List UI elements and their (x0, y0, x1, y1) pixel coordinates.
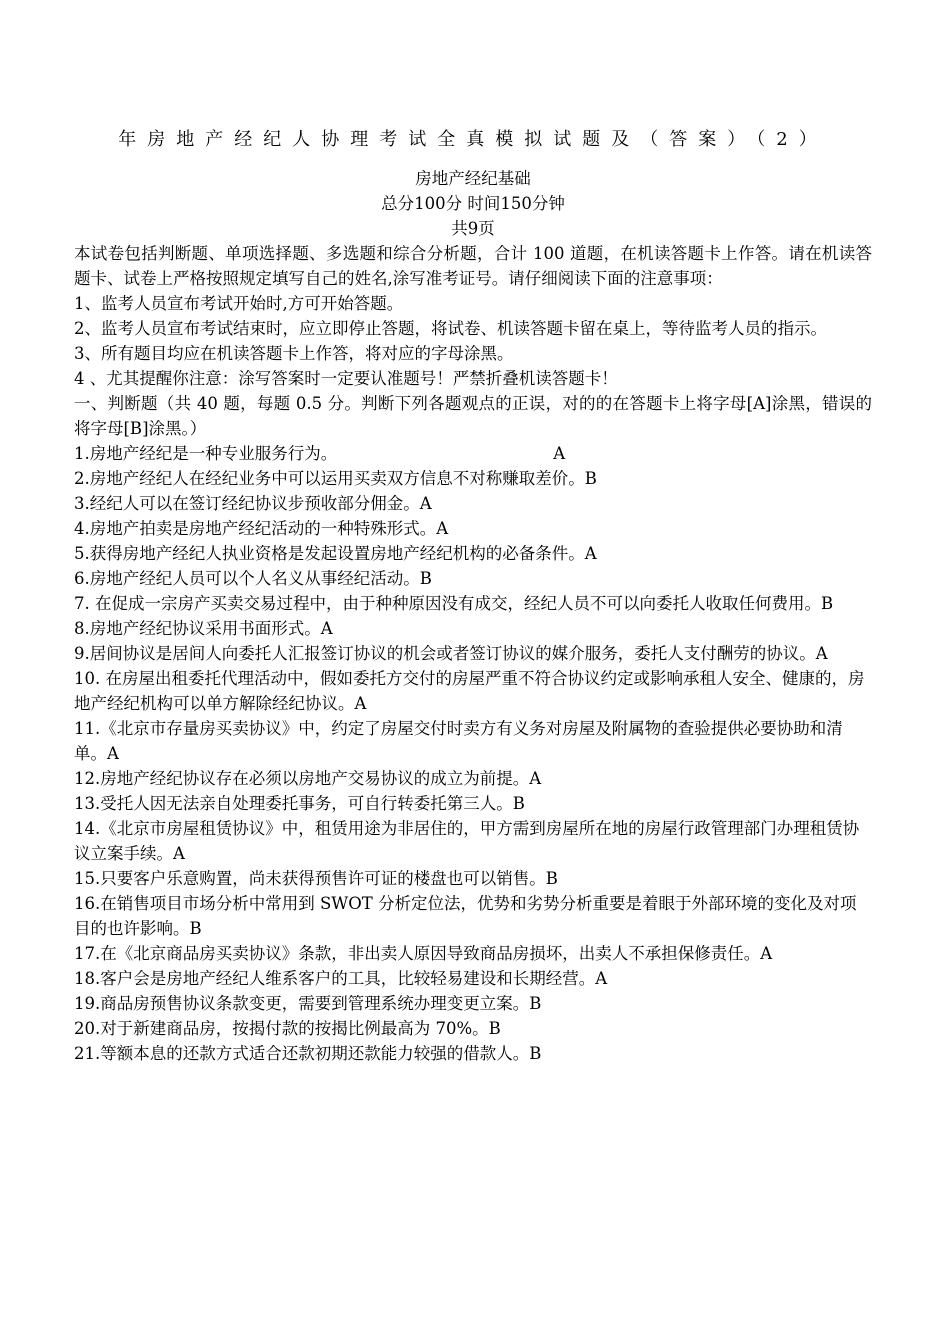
question-item (74, 966, 872, 991)
question-text: 9.居间协议是居间人向委托人汇报签订协议的机会或者签订协议的媒介服务，委托人支付酬劳的协议。 (74, 644, 816, 663)
question-text: 13.受托人因无法亲自处理委托事务，可自行转委托第三人。 (74, 794, 513, 813)
question-item (74, 441, 872, 466)
question-text: 6.房地产经纪人员可以个人名义从事经纪活动。 (74, 569, 420, 588)
question-item (74, 541, 872, 566)
question-answer: A (815, 644, 828, 663)
question-item (74, 516, 872, 541)
question-item (74, 791, 872, 816)
question-text: 19.商品房预售协议条款变更，需要到管理系统办理变更立案。 (74, 994, 530, 1013)
question-answer: A (436, 519, 449, 538)
question-answer: B (821, 594, 834, 613)
question-answer: B (512, 794, 525, 813)
intro-paragraph: 本试卷包括判断题、单项选择题、多选题和综合分析题，合计 100 道题，在机读答题卡上作答。请在机读答题卡、试卷上严格按照规定填写自己的姓名,涂写准考证号。请仔细阅读下面的注意事项： (74, 244, 872, 288)
question-answer: A (595, 969, 608, 988)
question-answer: A (173, 844, 185, 863)
score-time-line: 总分100分 时间150分钟 (381, 194, 565, 213)
question-text: 7. 在促成一宗房产买卖交易过程中，由于种种原因没有成交，经纪人员不可以向委托人收取任何费用。 (74, 594, 821, 613)
question-item (74, 466, 872, 491)
question-item (74, 616, 872, 641)
question-answer: A (320, 619, 333, 638)
question-text: 14.《北京市房屋租赁协议》中，租赁用途为非居住的，甲方需到房屋所在地的房屋行政管理部门办理租赁协议立案手续。 (74, 819, 860, 863)
question-text: 21.等额本息的还款方式适合还款初期还款能力较强的借款人。 (74, 1044, 530, 1063)
question-answer: A (354, 694, 367, 713)
page-title: 年房地产经纪人协理考试全真模拟试题及（答案）（2） (118, 129, 828, 150)
subject-line: 房地产经纪基础 (415, 169, 531, 188)
question-text: 4.房地产拍卖是房地产经纪活动的一种特殊形式。 (74, 519, 437, 538)
question-text: 16.在销售项目市场分析中常用到 SWOT 分析定位法，优势和劣势分析重要是着眼于外部环境的变化及对项目的也许影响。 (74, 894, 857, 938)
question-item (74, 891, 872, 941)
question-answer: B (189, 919, 202, 938)
question-item (74, 566, 872, 591)
question-list (74, 441, 872, 1066)
question-item (74, 991, 872, 1016)
note-item: 2、监考人员宣布考试结束时，应立即停止答题，将试卷、机读答题卡留在桌上，等待监考人员的指示。 (74, 319, 827, 338)
question-answer: A (553, 444, 566, 463)
question-text: 5.获得房地产经纪人执业资格是发起设置房地产经纪机构的必备条件。 (74, 544, 585, 563)
question-answer: B (529, 1044, 542, 1063)
question-answer: B (545, 869, 558, 888)
question-text: 12.房地产经纪协议存在必须以房地产交易协议的成立为前提。 (74, 769, 530, 788)
question-item (74, 641, 872, 666)
question-answer: A (760, 944, 773, 963)
question-text: 15.只要客户乐意购置，尚未获得预售许可证的楼盘也可以销售。 (74, 869, 546, 888)
section-heading: 一、判断题（共 40 题，每题 0.5 分。判断下列各题观点的正误，对的的在答题卡上将字母[A]涂黑，错误的将字母[B]涂黑。） (74, 394, 872, 438)
question-answer: A (419, 494, 432, 513)
question-answer: B (488, 1019, 501, 1038)
question-answer: B (529, 994, 542, 1013)
question-item (74, 816, 872, 866)
question-text: 17.在《北京商品房买卖协议》条款，非出卖人原因导致商品房损坏，出卖人不承担保修责任。 (74, 944, 761, 963)
note-item: 1、监考人员宣布考试开始时,方可开始答题。 (74, 294, 404, 313)
question-item (74, 491, 872, 516)
question-text: 3.经纪人可以在签订经纪协议步预收部分佣金。 (74, 494, 420, 513)
question-text: 10. 在房屋出租委托代理活动中，假如委托方交付的房屋严重不符合协议约定或影响承租人安全、健康的，房地产经纪机构可以单方解除经纪协议。 (74, 669, 865, 713)
question-text: 2.房地产经纪人在经纪业务中可以运用买卖双方信息不对称赚取差价。 (74, 469, 585, 488)
question-text: 8.房地产经纪协议采用书面形式。 (74, 619, 321, 638)
question-text: 11.《北京市存量房买卖协议》中，约定了房屋交付时卖方有义务对房屋及附属物的查验提供必要协助和清单。 (74, 719, 843, 763)
question-item (74, 591, 872, 616)
question-item (74, 766, 872, 791)
question-item (74, 1041, 872, 1066)
question-text: 20.对于新建商品房，按揭付款的按揭比例最高为 70%。 (74, 1019, 489, 1038)
question-item (74, 941, 872, 966)
question-text: 1.房地产经纪是一种专业服务行为。 (74, 444, 338, 463)
question-item (74, 866, 872, 891)
question-text: 18.客户会是房地产经纪人维系客户的工具，比较轻易建设和长期经营。 (74, 969, 596, 988)
question-item (74, 666, 872, 716)
question-item (74, 716, 872, 766)
question-answer: A (584, 544, 597, 563)
question-answer: A (529, 769, 542, 788)
page-count-line: 共9页 (451, 219, 495, 238)
question-answer: B (584, 469, 597, 488)
note-item: 3、所有题目均应在机读答题卡上作答，将对应的字母涂黑。 (74, 344, 514, 363)
question-answer: B (419, 569, 432, 588)
note-item: 4 、尤其提醒你注意：涂写答案时一定要认准题号！严禁折叠机读答题卡！ (74, 369, 618, 388)
question-answer: A (107, 744, 119, 763)
question-item (74, 1016, 872, 1041)
